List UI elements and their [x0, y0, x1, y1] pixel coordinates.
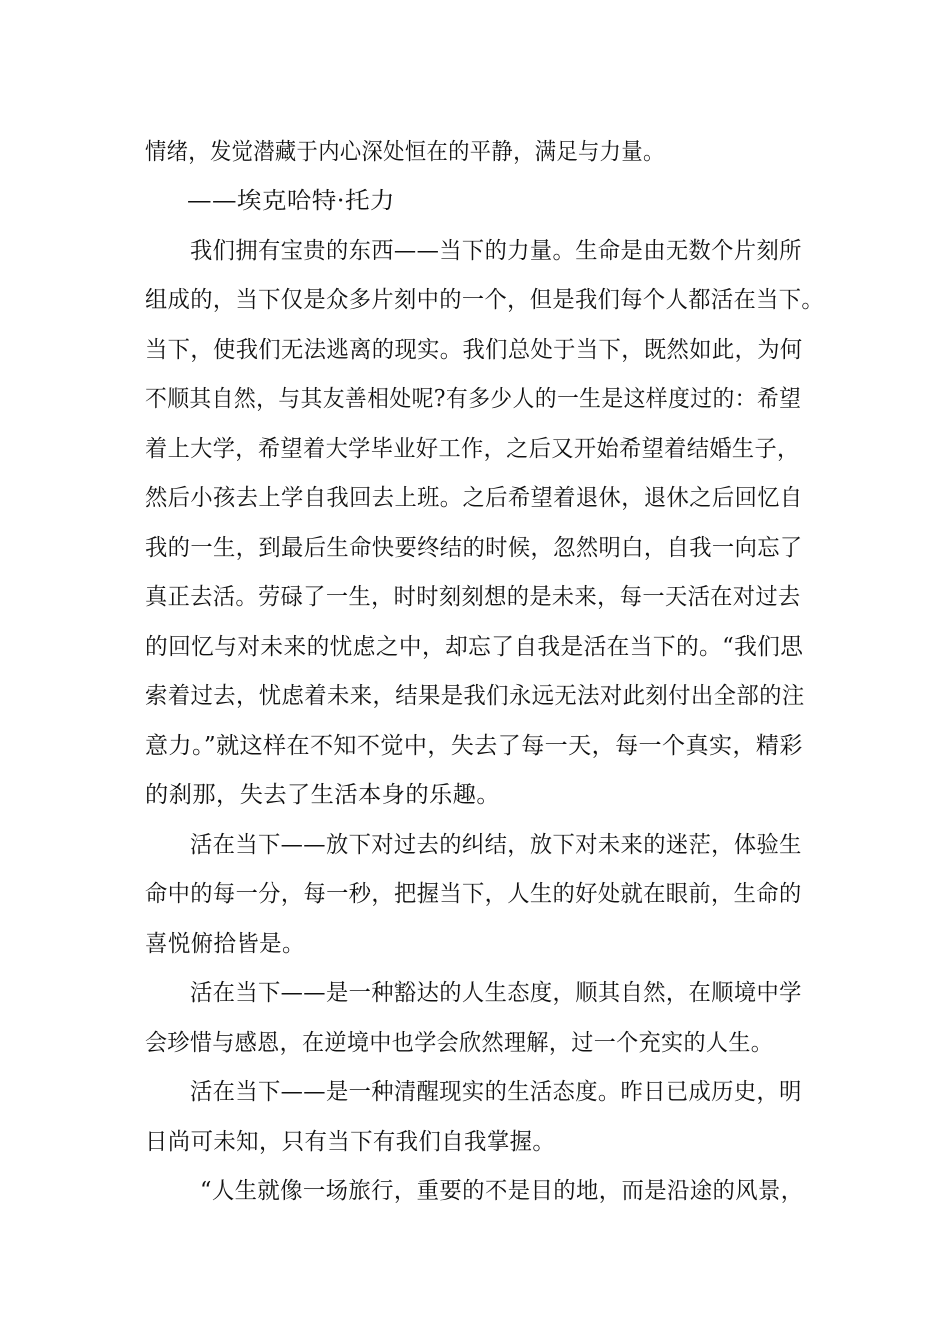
text-line: 活在当下——放下对过去的纠结，放下对未来的迷茫，体验生: [190, 832, 802, 858]
text-line: 我的一生，到最后生命快要终结的时候，忽然明白，自我一向忘了: [145, 535, 803, 561]
text-line: 情绪，发觉潜藏于内心深处恒在的平静，满足与力量。: [145, 139, 665, 165]
text-line: 活在当下——是一种豁达的人生态度，顺其自然，在顺境中学: [190, 980, 802, 1006]
text-line: ——埃克哈特·托力: [187, 188, 395, 214]
text-line: 不顺其自然，与其友善相处呢?有多少人的一生是这样度过的：希望: [145, 386, 802, 412]
text-line: 着上大学，希望着大学毕业好工作，之后又开始希望着结婚生子，: [145, 436, 800, 462]
text-line: 的刹那，失去了生活本身的乐趣。: [145, 782, 500, 808]
text-line: 的回忆与对未来的忧虑之中，却忘了自我是活在当下的。“我们思: [145, 634, 804, 660]
text-line: 然后小孩去上学自我回去上班。之后希望着退休，退休之后回忆自: [145, 485, 803, 511]
text-line: 意力。”就这样在不知不觉中，失去了每一天，每一个真实，精彩: [145, 733, 803, 759]
text-line: 日尚可未知，只有当下有我们自我掌握。: [145, 1129, 556, 1155]
text-line: 索着过去，忧虑着未来，结果是我们永远无法对此刻付出全部的注: [145, 683, 805, 709]
text-line: 命中的每一分，每一秒，把握当下，人生的好处就在眼前，生命的: [145, 881, 802, 907]
text-line: 我们拥有宝贵的东西——当下的力量。生命是由无数个片刻所: [190, 238, 802, 264]
text-line: 喜悦俯拾皆是。: [145, 931, 305, 957]
text-line: 真正去活。劳碌了一生，时时刻刻想的是未来，每一天活在对过去: [145, 584, 801, 610]
text-line: 组成的，当下仅是众多片刻中的一个，但是我们每个人都活在当下。: [145, 287, 824, 313]
text-line: 活在当下——是一种清醒现实的生活态度。昨日已成历史，明: [190, 1079, 802, 1105]
text-line: 当下，使我们无法逃离的现实。我们总处于当下，既然如此，为何: [145, 337, 803, 363]
text-line: “人生就像一场旅行，重要的不是目的地，而是沿途的风景，: [200, 1178, 804, 1204]
text-line: 会珍惜与感恩，在逆境中也学会欣然理解，过一个充实的人生。: [145, 1030, 774, 1056]
